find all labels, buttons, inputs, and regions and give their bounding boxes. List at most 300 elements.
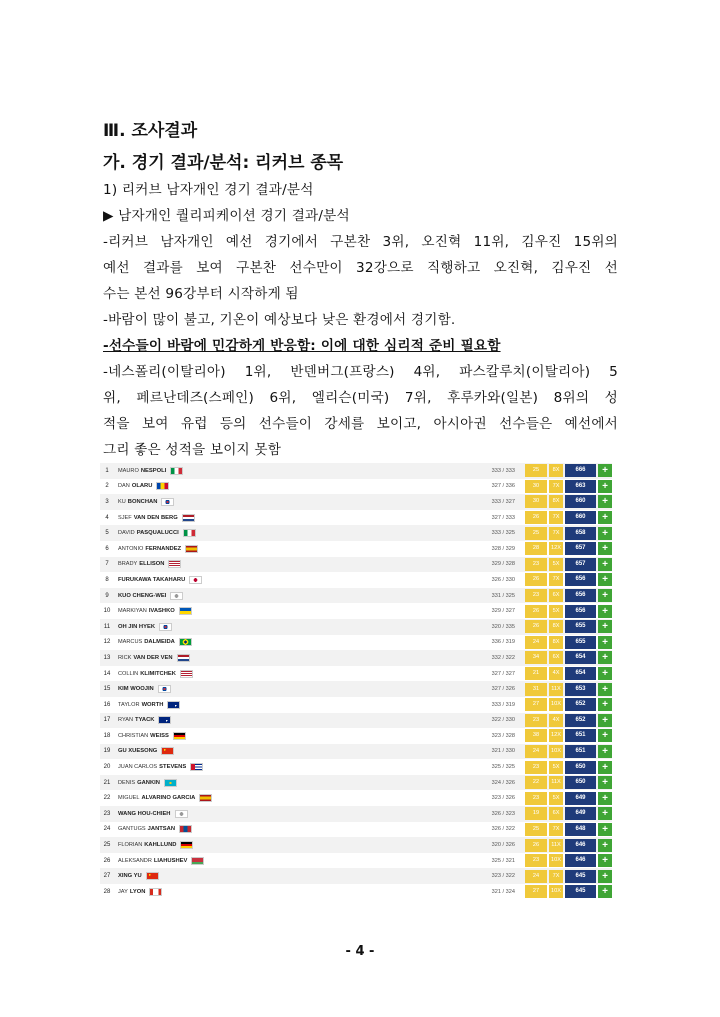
table-row [100,572,612,588]
expand-button[interactable]: + [598,854,612,867]
athlete-last-name: KAHLLUND [144,842,177,849]
tens-count: 23 [525,714,547,727]
ranking-table [100,463,612,900]
country-flag-icon [182,514,195,522]
athlete-last-name: ELLISON [139,561,165,568]
rank-cell: 26 [103,857,111,864]
athlete-first-name: ANTONIO [118,545,144,552]
tens-count: 23 [525,792,547,805]
athlete-first-name: RYAN [118,717,134,724]
total-score: 657 [565,558,596,571]
table-row [100,697,612,713]
athlete-name [114,482,268,490]
total-score: 653 [565,683,596,696]
athlete-name [114,779,268,787]
table-row [100,853,612,869]
athlete-first-name: FLORIAN [118,842,143,849]
distance-scores: 324 / 326 [491,779,515,786]
total-score: 646 [565,854,596,867]
distance-scores: 333 / 327 [491,498,515,505]
athlete-name [114,638,268,646]
country-flag-icon [164,779,177,787]
tens-count: 23 [525,761,547,774]
athlete-name [114,685,268,693]
distance-scores: 327 / 336 [491,483,515,490]
total-score: 651 [565,729,596,742]
rank-cell: 28 [103,888,111,895]
country-flag-icon [180,670,193,678]
tens-count: 26 [525,839,547,852]
expand-button[interactable]: + [598,745,612,758]
rank-cell: 14 [103,670,111,677]
x-count: 11X [549,839,563,852]
athlete-name [114,529,268,537]
athlete-first-name: DAN [118,483,130,490]
athlete-last-name: WEISS [150,732,169,739]
page-number: - 4 - [345,944,375,959]
total-score: 656 [565,573,596,586]
distance-scores: 333 / 325 [491,530,515,537]
tens-count: 23 [525,558,547,571]
total-score: 655 [565,620,596,633]
country-flag-icon [167,701,180,709]
tens-count: 26 [525,605,547,618]
x-count: 5X [549,605,563,618]
tens-count: 25 [525,527,547,540]
total-score: 663 [565,480,596,493]
athlete-last-name: WORTH [141,701,164,708]
athlete-first-name: MAURO [118,467,139,474]
total-score: 649 [565,807,596,820]
distance-scores: 336 / 319 [491,639,515,646]
athlete-first-name: CHRISTIAN [118,732,149,739]
total-score: 649 [565,792,596,805]
country-flag-icon [199,794,212,802]
athlete-first-name: JAY [118,888,128,895]
table-row [100,650,612,666]
athlete-name [114,825,268,833]
x-count: 10X [549,698,563,711]
distance-scores: 327 / 326 [491,686,515,693]
total-score: 656 [565,589,596,602]
rank-cell: 13 [103,654,111,661]
rank-cell: 10 [103,608,111,615]
x-count: 5X [549,558,563,571]
rank-cell: 9 [105,592,109,599]
x-count: 12X [549,729,563,742]
athlete-name [114,794,268,802]
distance-scores: 323 / 322 [491,873,515,880]
athlete-name [114,841,268,849]
distance-scores: 328 / 329 [491,545,515,552]
athlete-name [114,732,268,740]
total-score: 651 [565,745,596,758]
athlete-name [114,623,268,631]
country-flag-icon [191,857,204,865]
rank-cell: 21 [103,779,111,786]
x-count: 10X [549,885,563,898]
athlete-name [114,810,268,818]
tens-count: 26 [525,511,547,524]
total-score: 645 [565,885,596,898]
table-row [100,557,612,573]
athlete-name [114,763,268,771]
athlete-name [114,888,268,896]
rank-cell: 2 [105,483,109,490]
x-count: 8X [549,464,563,477]
distance-scores: 327 / 327 [491,670,515,677]
table-row [100,479,612,495]
expand-button[interactable]: + [598,620,612,633]
x-count: 8X [549,636,563,649]
country-flag-icon [156,482,169,490]
rank-cell: 24 [103,826,111,833]
distance-scores: 323 / 326 [491,795,515,802]
total-score: 652 [565,698,596,711]
athlete-last-name: TYACK [135,717,155,724]
athlete-last-name: VAN DEN BERG [133,514,178,521]
athlete-last-name: LYON [129,888,146,895]
total-score: 660 [565,511,596,524]
total-score: 666 [565,464,596,477]
expand-button[interactable]: + [598,651,612,664]
athlete-first-name: DAVID [118,530,135,537]
rank-cell: 15 [103,686,111,693]
x-count: 5X [549,792,563,805]
athlete-last-name: DALMEIDA [144,639,175,646]
total-score: 654 [565,651,596,664]
table-row [100,681,612,697]
expand-button[interactable]: + [598,589,612,602]
athlete-first-name: SJEF [118,514,132,521]
country-flag-icon [173,732,186,740]
country-flag-icon [158,716,171,724]
distance-scores: 325 / 321 [491,857,515,864]
rank-cell: 23 [103,810,111,817]
tens-count: 34 [525,651,547,664]
athlete-first-name: RICK [118,654,132,661]
tens-count: 30 [525,480,547,493]
distance-scores: 320 / 326 [491,842,515,849]
expand-button[interactable]: + [598,573,612,586]
table-row [100,822,612,838]
tens-count: 31 [525,683,547,696]
tens-count: 30 [525,495,547,508]
athlete-first-name: GANTUGS [118,826,146,833]
country-flag-icon [183,529,196,537]
distance-scores: 331 / 325 [491,592,515,599]
table-row [100,463,612,479]
distance-scores: 329 / 327 [491,608,515,615]
athlete-last-name: WANG HOU-CHIEH [118,810,171,817]
tens-count: 24 [525,870,547,883]
distance-scores: 329 / 328 [491,561,515,568]
rank-cell: 5 [105,530,109,537]
total-score: 645 [565,870,596,883]
athlete-last-name: KIM WOOJIN [118,686,154,693]
distance-scores: 333 / 319 [491,701,515,708]
table-row [100,588,612,604]
athlete-first-name: DENIS [118,779,136,786]
table-row [100,619,612,635]
athlete-name [114,498,268,506]
total-score: 657 [565,542,596,555]
expand-button[interactable]: + [598,776,612,789]
athlete-last-name: FURUKAWA TAKAHARU [118,576,186,583]
athlete-name [114,670,268,678]
emphasis-line: -선수들이 바람에 민감하게 반응함: 이에 대한 심리적 준비 필요함 [103,338,501,354]
expand-button[interactable]: + [598,480,612,493]
athlete-first-name: MARKIYAN [118,608,147,615]
paragraph-line: 위, 페르난데즈(스페인) 6위, 엘리슨(미국) 7위, 후루카와(일본) 8위의 성 [103,390,618,406]
table-row [100,525,612,541]
athlete-first-name: JUAN CARLOS [118,764,158,771]
total-score: 656 [565,605,596,618]
tens-count: 24 [525,636,547,649]
distance-scores: 326 / 322 [491,826,515,833]
expand-button[interactable]: + [598,714,612,727]
expand-button[interactable]: + [598,885,612,898]
athlete-last-name: XING YU [118,873,142,880]
athlete-last-name: FERNANDEZ [145,545,182,552]
rank-cell: 17 [103,717,111,724]
x-count: 5X [549,761,563,774]
paragraph-line: ▶ 남자개인 퀄리피케이션 경기 결과/분석 [103,208,350,224]
section-heading: Ⅲ. 조사결과 [103,121,198,141]
athlete-first-name: MIGUEL [118,795,140,802]
athlete-name [114,857,268,865]
athlete-first-name: MARCUS [118,639,143,646]
athlete-last-name: KLIMITCHEK [140,670,176,677]
expand-button[interactable]: + [598,605,612,618]
tens-count: 26 [525,573,547,586]
total-score: 655 [565,636,596,649]
tens-count: 24 [525,745,547,758]
total-score: 652 [565,714,596,727]
athlete-first-name: BRADY [118,561,138,568]
tens-count: 25 [525,823,547,836]
distance-scores: 326 / 330 [491,576,515,583]
expand-button[interactable]: + [598,511,612,524]
table-row [100,635,612,651]
rank-cell: 1 [105,467,109,474]
total-score: 660 [565,495,596,508]
athlete-last-name: LIAHUSHEV [153,857,188,864]
athlete-last-name: GANKIN [137,779,160,786]
table-row [100,494,612,510]
athlete-first-name: ALEKSANDR [118,857,152,864]
country-flag-icon [179,825,192,833]
x-count: 6X [549,651,563,664]
x-count: 12X [549,542,563,555]
table-row [100,759,612,775]
x-count: 11X [549,776,563,789]
athlete-name [114,514,268,522]
expand-button[interactable]: + [598,761,612,774]
athlete-last-name: VAN DER VEN [133,654,173,661]
paragraph-line: 예선 결과를 보여 구본찬 선수만이 32강으로 직행하고 오진혁, 김우진 선 [103,260,618,276]
total-score: 650 [565,776,596,789]
rank-cell: 16 [103,701,111,708]
expand-button[interactable]: + [598,667,612,680]
athlete-name [114,654,268,662]
tens-count: 23 [525,854,547,867]
country-flag-icon [161,498,174,506]
x-count: 7X [549,527,563,540]
country-flag-icon [158,685,171,693]
distance-scores: 327 / 333 [491,514,515,521]
expand-button[interactable]: + [598,683,612,696]
x-count: 11X [549,683,563,696]
total-score: 648 [565,823,596,836]
rank-cell: 6 [105,545,109,552]
table-row [100,666,612,682]
expand-button[interactable]: + [598,839,612,852]
rank-cell: 11 [103,623,111,630]
paragraph-line: -바람이 많이 불고, 기온이 예상보다 낮은 환경에서 경기함. [103,312,456,328]
rank-cell: 12 [103,639,111,646]
x-count: 4X [549,714,563,727]
country-flag-icon [190,763,203,771]
distance-scores: 326 / 323 [491,810,515,817]
country-flag-icon [180,841,193,849]
total-score: 654 [565,667,596,680]
athlete-name [114,592,268,600]
tens-count: 38 [525,729,547,742]
country-flag-icon [177,654,190,662]
total-score: 646 [565,839,596,852]
country-flag-icon [170,467,183,475]
tens-count: 23 [525,589,547,602]
distance-scores: 323 / 328 [491,732,515,739]
athlete-last-name: OLARU [131,483,153,490]
x-count: 6X [549,589,563,602]
table-row [100,728,612,744]
x-count: 7X [549,573,563,586]
athlete-name [114,716,268,724]
rank-cell: 3 [105,498,109,505]
x-count: 7X [549,870,563,883]
rank-cell: 18 [103,732,111,739]
expand-button[interactable]: + [598,729,612,742]
tens-count: 27 [525,698,547,711]
expand-button[interactable]: + [598,527,612,540]
tens-count: 21 [525,667,547,680]
expand-button[interactable]: + [598,698,612,711]
expand-button[interactable]: + [598,636,612,649]
country-flag-icon [149,888,162,896]
athlete-name [114,545,268,553]
x-count: 8X [549,620,563,633]
paragraph-line: -리커브 남자개인 예선 경기에서 구본찬 3위, 오진혁 11위, 김우진 15위의 [103,234,618,250]
athlete-last-name: JANTSAN [147,826,176,833]
table-row [100,603,612,619]
athlete-last-name: OH JIN HYEK [118,623,156,630]
x-count: 4X [549,667,563,680]
athlete-name [114,607,268,615]
table-row [100,541,612,557]
table-row [100,837,612,853]
x-count: 10X [549,854,563,867]
x-count: 6X [549,807,563,820]
expand-button[interactable]: + [598,870,612,883]
athlete-last-name: GU XUESONG [118,748,158,755]
expand-button[interactable]: + [598,495,612,508]
distance-scores: 325 / 325 [491,764,515,771]
athlete-first-name: TAYLOR [118,701,140,708]
rank-cell: 22 [103,795,111,802]
table-row [100,744,612,760]
athlete-last-name: STEVENS [159,764,187,771]
athlete-name [114,467,268,475]
table-row [100,868,612,884]
total-score: 650 [565,761,596,774]
rank-cell: 27 [103,873,111,880]
athlete-last-name: NESPOLI [140,467,167,474]
country-flag-icon [161,747,174,755]
expand-button[interactable]: + [598,823,612,836]
expand-button[interactable]: + [598,542,612,555]
paragraph-line: 적을 보여 유럽 등의 선수들이 강세를 보이고, 아시아권 선수들은 예선에서 [103,416,618,432]
expand-button[interactable]: + [598,792,612,805]
athlete-last-name: PASQUALUCCI [136,530,179,537]
distance-scores: 332 / 322 [491,654,515,661]
rank-cell: 19 [103,748,111,755]
table-row [100,806,612,822]
athlete-first-name: KU [118,498,126,505]
country-flag-icon [179,638,192,646]
distance-scores: 333 / 333 [491,467,515,474]
table-row [100,510,612,526]
expand-button[interactable]: + [598,558,612,571]
country-flag-icon [170,592,183,600]
athlete-name [114,747,268,755]
athlete-last-name: ALVARINO GARCIA [141,795,196,802]
tens-count: 22 [525,776,547,789]
paragraph-line: 그리 좋은 성적을 보이지 못함 [103,442,282,458]
rank-cell: 8 [105,576,109,583]
athlete-last-name: KUO CHENG-WEI [118,592,167,599]
rank-cell: 20 [103,764,111,771]
x-count: 8X [549,495,563,508]
table-row [100,884,612,900]
tens-count: 26 [525,620,547,633]
country-flag-icon [168,560,181,568]
expand-button[interactable]: + [598,807,612,820]
tens-count: 28 [525,542,547,555]
tens-count: 25 [525,464,547,477]
distance-scores: 321 / 324 [491,888,515,895]
rank-cell: 7 [105,561,109,568]
paragraph-line: -네스폴리(이탈리아) 1위, 반덴버그(프랑스) 4위, 파스칼루치(이탈리아) 5 [103,364,618,380]
athlete-first-name: COLLIN [118,670,139,677]
country-flag-icon [185,545,198,553]
table-row [100,713,612,729]
total-score: 658 [565,527,596,540]
x-count: 7X [549,823,563,836]
tens-count: 27 [525,885,547,898]
table-row [100,775,612,791]
country-flag-icon [159,623,172,631]
athlete-name [114,576,268,584]
distance-scores: 321 / 330 [491,748,515,755]
athlete-name [114,872,268,880]
distance-scores: 320 / 335 [491,623,515,630]
country-flag-icon [175,810,188,818]
paragraph-line: 1) 리커브 남자개인 경기 결과/분석 [103,182,314,198]
expand-button[interactable]: + [598,464,612,477]
x-count: 10X [549,745,563,758]
